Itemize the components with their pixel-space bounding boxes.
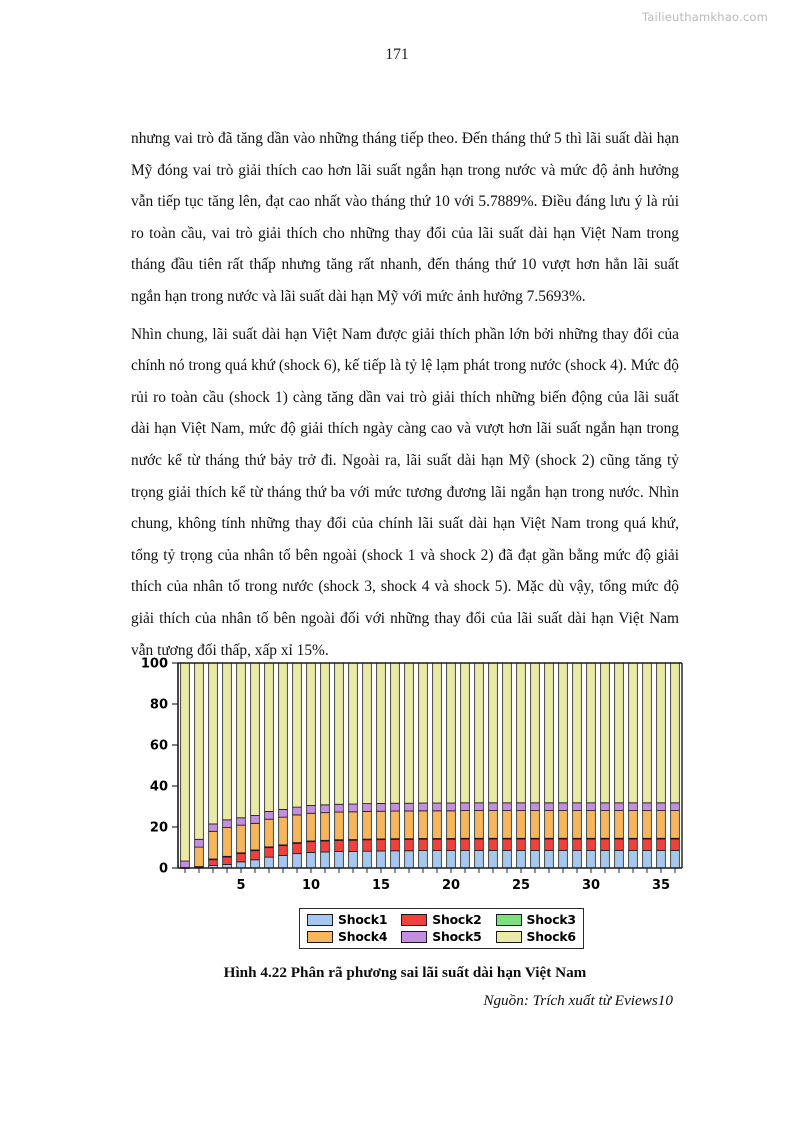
bar-segment-shock6: [433, 663, 442, 803]
bar-segment-shock6: [601, 663, 610, 803]
legend-swatch-icon: [496, 914, 522, 926]
bar-segment-shock1: [391, 851, 400, 868]
bar-group: [447, 663, 456, 868]
bar-group: [517, 663, 526, 868]
bar-segment-shock5: [489, 803, 498, 811]
bar-segment-shock2: [615, 839, 624, 851]
bar-segment-shock2: [461, 839, 470, 851]
bar-segment-shock5: [461, 803, 470, 811]
body-content: [131, 123, 679, 672]
bar-segment-shock1: [671, 850, 680, 868]
bar-segment-shock4: [307, 813, 316, 841]
bar-segment-shock1: [237, 862, 246, 868]
bar-group: [475, 663, 484, 868]
bar-segment-shock6: [237, 663, 246, 818]
bar-segment-shock6: [419, 663, 428, 803]
bar-segment-shock5: [265, 811, 274, 819]
bar-segment-shock6: [615, 663, 624, 803]
bar-segment-shock1: [601, 850, 610, 868]
bar-segment-shock6: [643, 663, 652, 803]
bar-segment-shock6: [545, 663, 554, 803]
bar-segment-shock1: [615, 850, 624, 868]
bar-group: [265, 663, 274, 868]
bar-segment-shock2: [545, 839, 554, 851]
legend-label: Shock4: [338, 929, 388, 944]
bar-segment-shock4: [629, 811, 638, 839]
bar-segment-shock4: [419, 811, 428, 839]
bar-segment-shock2: [629, 839, 638, 851]
bar-group: [629, 663, 638, 868]
bar-segment-shock4: [405, 811, 414, 839]
bar-group: [209, 663, 218, 868]
bar-segment-shock1: [279, 856, 288, 869]
bar-segment-shock5: [223, 820, 232, 828]
legend-label: Shock2: [432, 912, 482, 927]
bar-segment-shock2: [587, 839, 596, 851]
bar-segment-shock2: [293, 843, 302, 854]
y-tick-label: 80: [149, 697, 168, 713]
bar-segment-shock5: [335, 804, 344, 812]
bar-segment-shock4: [377, 811, 386, 839]
figure-caption: Hình 4.22 Phân rã phương sai lãi suất dài hạn Việt Nam: [223, 964, 587, 981]
bar-segment-shock2: [657, 839, 666, 851]
legend-label: Shock5: [432, 929, 482, 944]
bar-group: [671, 663, 680, 868]
legend-swatch-icon: [401, 914, 427, 926]
bar-segment-shock1: [503, 850, 512, 868]
bar-segment-shock5: [587, 803, 596, 811]
legend-swatch-icon: [307, 931, 333, 943]
bar-segment-shock4: [335, 812, 344, 840]
bar-segment-shock5: [601, 803, 610, 811]
bar-group: [657, 663, 666, 868]
legend-swatch-icon: [496, 931, 522, 943]
bar-segment-shock2: [307, 841, 316, 852]
bar-segment-shock1: [475, 850, 484, 868]
bar-segment-shock5: [195, 839, 204, 847]
bar-segment-shock6: [629, 663, 638, 803]
legend-item-shock1[interactable]: [307, 912, 387, 927]
y-tick-label: 40: [149, 779, 168, 795]
bar-segment-shock4: [433, 811, 442, 839]
bar-segment-shock4: [293, 815, 302, 843]
bar-segment-shock2: [265, 847, 274, 857]
bar-segment-shock2: [349, 840, 358, 851]
legend-swatch-icon: [401, 931, 427, 943]
bar-segment-shock5: [671, 803, 680, 811]
bar-segment-shock4: [265, 819, 274, 847]
bar-segment-shock5: [419, 803, 428, 811]
bar-segment-shock6: [503, 663, 512, 803]
bar-segment-shock6: [657, 663, 666, 803]
legend-item-shock5[interactable]: [401, 929, 481, 944]
bar-segment-shock4: [559, 811, 568, 839]
legend-label: Shock1: [338, 912, 388, 927]
variance-decomposition-chart: [130, 655, 710, 905]
bar-segment-shock4: [573, 811, 582, 839]
bar-segment-shock6: [475, 663, 484, 803]
bar-segment-shock4: [517, 811, 526, 839]
bar-segment-shock2: [391, 839, 400, 851]
bar-segment-shock6: [573, 663, 582, 803]
bar-segment-shock6: [517, 663, 526, 803]
bar-segment-shock6: [531, 663, 540, 803]
bar-group: [335, 663, 344, 868]
bar-segment-shock1: [307, 852, 316, 868]
bar-segment-shock4: [223, 828, 232, 857]
bar-segment-shock1: [349, 851, 358, 868]
bar-segment-shock5: [251, 816, 260, 824]
bar-segment-shock6: [251, 663, 260, 816]
bar-segment-shock6: [209, 663, 218, 824]
bar-segment-shock5: [629, 803, 638, 811]
bar-segment-shock2: [601, 839, 610, 851]
bar-segment-shock5: [363, 804, 372, 812]
bar-segment-shock2: [377, 839, 386, 851]
bar-segment-shock4: [587, 811, 596, 839]
legend-label: Shock6: [526, 929, 576, 944]
bar-segment-shock5: [377, 803, 386, 811]
y-tick-label: 20: [149, 820, 168, 836]
bar-segment-shock1: [573, 850, 582, 868]
bar-segment-shock1: [335, 852, 344, 868]
chart-canvas: [130, 655, 710, 905]
bar-segment-shock4: [615, 811, 624, 839]
legend-item-shock4[interactable]: [307, 929, 387, 944]
bar-segment-shock6: [265, 663, 274, 811]
bar-group: [195, 663, 204, 868]
bar-segment-shock5: [293, 807, 302, 815]
bar-segment-shock2: [517, 839, 526, 851]
bar-segment-shock1: [643, 850, 652, 868]
bar-segment-shock2: [405, 839, 414, 851]
bar-segment-shock1: [251, 860, 260, 868]
bar-group: [223, 663, 232, 868]
bar-segment-shock6: [587, 663, 596, 803]
bar-segment-shock2: [433, 839, 442, 851]
bar-segment-shock1: [419, 851, 428, 868]
bar-segment-shock6: [335, 663, 344, 804]
bar-segment-shock1: [559, 850, 568, 868]
bar-segment-shock6: [307, 663, 316, 805]
bar-segment-shock6: [363, 663, 372, 804]
bar-segment-shock2: [321, 841, 330, 852]
x-tick-label: 25: [511, 878, 531, 893]
bar-segment-shock6: [461, 663, 470, 803]
bar-segment-shock2: [475, 839, 484, 851]
bar-segment-shock4: [657, 811, 666, 839]
legend-item-shock2[interactable]: [401, 912, 481, 927]
bar-group: [279, 663, 288, 868]
bar-segment-shock5: [573, 803, 582, 811]
bar-segment-shock5: [405, 803, 414, 811]
bar-segment-shock6: [279, 663, 288, 809]
bar-group: [251, 663, 260, 868]
bar-segment-shock6: [195, 663, 204, 839]
bar-segment-shock4: [349, 812, 358, 840]
bar-group: [349, 663, 358, 868]
bar-segment-shock2: [503, 839, 512, 851]
bar-segment-shock5: [657, 803, 666, 811]
bar-group: [601, 663, 610, 868]
bar-segment-shock1: [517, 850, 526, 868]
bar-segment-shock6: [321, 663, 330, 805]
bar-group: [489, 663, 498, 868]
bar-segment-shock2: [279, 845, 288, 855]
bar-segment-shock2: [209, 859, 218, 865]
bar-segment-shock2: [531, 839, 540, 851]
bar-group: [377, 663, 386, 868]
legend-item-shock6[interactable]: [496, 929, 576, 944]
bar-segment-shock5: [237, 818, 246, 825]
bar-group: [433, 663, 442, 868]
bar-group: [587, 663, 596, 868]
bar-group: [545, 663, 554, 868]
legend-swatch-icon: [307, 914, 333, 926]
bar-segment-shock6: [391, 663, 400, 803]
bar-group: [363, 663, 372, 868]
bar-segment-shock2: [671, 839, 680, 851]
bar-segment-shock6: [489, 663, 498, 803]
bar-segment-shock5: [433, 803, 442, 811]
bar-segment-shock2: [419, 839, 428, 851]
legend-item-shock3[interactable]: [496, 912, 576, 927]
bar-segment-shock1: [657, 850, 666, 868]
bar-segment-shock4: [475, 811, 484, 839]
bar-segment-shock5: [447, 803, 456, 811]
figure-source: Nguồn: Trích xuất từ Eviews10: [483, 992, 673, 1009]
bar-segment-shock4: [391, 811, 400, 839]
bar-segment-shock2: [363, 840, 372, 852]
bar-group: [181, 663, 190, 868]
x-tick-label: 20: [441, 878, 461, 893]
bar-segment-shock1: [363, 851, 372, 868]
bar-segment-shock1: [545, 850, 554, 868]
bar-group: [559, 663, 568, 868]
bar-segment-shock2: [573, 839, 582, 851]
y-tick-label: 100: [140, 656, 168, 672]
bar-segment-shock1: [293, 854, 302, 868]
bar-group: [419, 663, 428, 868]
bar-segment-shock4: [237, 825, 246, 853]
bar-segment-shock5: [349, 804, 358, 812]
bar-segment-shock6: [671, 663, 680, 803]
y-tick-label: 60: [149, 738, 168, 754]
bar-segment-shock6: [181, 663, 190, 861]
bar-segment-shock4: [461, 811, 470, 839]
bar-segment-shock1: [629, 850, 638, 868]
bar-segment-shock5: [643, 803, 652, 811]
bar-group: [643, 663, 652, 868]
bar-segment-shock5: [531, 803, 540, 811]
bar-segment-shock4: [545, 811, 554, 839]
bar-group: [237, 663, 246, 868]
x-tick-label: 5: [236, 878, 246, 893]
bar-segment-shock4: [195, 847, 204, 866]
bar-segment-shock1: [587, 850, 596, 868]
bar-segment-shock5: [279, 809, 288, 817]
bar-group: [531, 663, 540, 868]
bar-segment-shock5: [545, 803, 554, 811]
bar-segment-shock5: [475, 803, 484, 811]
bar-segment-shock4: [279, 817, 288, 845]
bar-segment-shock4: [601, 811, 610, 839]
bar-segment-shock5: [391, 803, 400, 811]
bar-segment-shock5: [307, 805, 316, 813]
bar-segment-shock2: [489, 839, 498, 851]
figure-block: [131, 655, 679, 1010]
bar-group: [615, 663, 624, 868]
paragraph-1: nhưng vai trò đã tăng dần vào những tháng tiếp theo. Đến tháng thứ 5 thì lãi suất dài hạn Mỹ đóng vai trò giải thích cao hơn lãi suất ngắn hạn trong nước và mức độ ảnh hưởng vẫn tiếp tục tăng lên, đạt cao nhất vào tháng thứ 10 với 5.7889%. Điều đáng lưu ý là rủi ro toàn cầu, vai trò giải thích cho những thay đổi của lãi suất dài hạn Việt Nam trong tháng đầu tiên rất thấp nhưng tăng rất nhanh, đến tháng thứ 10 vượt hơn hẳn lãi suất ngắn hạn trong nước và lãi suất dài hạn Mỹ với mức ảnh hưởng 7.5693%.: [131, 130, 679, 305]
bar-group: [503, 663, 512, 868]
bar-segment-shock1: [405, 851, 414, 868]
bar-group: [321, 663, 330, 868]
bar-segment-shock4: [251, 823, 260, 850]
legend-label: Shock3: [526, 912, 576, 927]
x-tick-label: 15: [371, 878, 391, 893]
bar-segment-shock4: [447, 811, 456, 839]
bar-segment-shock2: [335, 840, 344, 851]
x-tick-label: 30: [581, 878, 601, 893]
bar-segment-shock6: [405, 663, 414, 803]
bar-segment-shock1: [265, 857, 274, 868]
bar-group: [573, 663, 582, 868]
bar-segment-shock4: [503, 811, 512, 839]
watermark-text: Tailieuthamkhao.com: [641, 10, 768, 24]
bar-segment-shock4: [489, 811, 498, 839]
bar-segment-shock4: [643, 811, 652, 839]
bar-segment-shock4: [531, 811, 540, 839]
bar-segment-shock1: [461, 850, 470, 868]
bar-segment-shock5: [517, 803, 526, 811]
bar-segment-shock2: [447, 839, 456, 851]
bar-segment-shock1: [377, 851, 386, 868]
bar-group: [293, 663, 302, 868]
bar-segment-shock5: [559, 803, 568, 811]
bar-segment-shock2: [251, 850, 260, 859]
y-tick-label: 0: [158, 861, 168, 877]
bar-segment-shock6: [349, 663, 358, 804]
bar-segment-shock2: [559, 839, 568, 851]
bar-segment-shock1: [531, 850, 540, 868]
bar-group: [391, 663, 400, 868]
bar-segment-shock2: [643, 839, 652, 851]
bar-segment-shock4: [671, 811, 680, 839]
bar-segment-shock6: [377, 663, 386, 803]
bar-segment-shock6: [447, 663, 456, 803]
page-number: 171: [385, 46, 409, 63]
bar-segment-shock1: [433, 851, 442, 868]
bar-group: [307, 663, 316, 868]
bar-segment-shock4: [321, 813, 330, 841]
bar-segment-shock1: [447, 851, 456, 868]
bar-segment-shock4: [209, 831, 218, 859]
bar-segment-shock5: [209, 824, 218, 831]
bar-segment-shock2: [237, 853, 246, 862]
bar-segment-shock1: [321, 852, 330, 868]
paragraph-2: Nhìn chung, lãi suất dài hạn Việt Nam được giải thích phần lớn bởi những thay đổi của chính nó trong quá khứ (shock 6), kế tiếp là tỷ lệ lạm phát trong nước (shock 4). Mức độ rủi ro toàn cầu (shock 1) càng tăng dần vai trò giải thích những biến động của lãi suất dài hạn Việt Nam, mức độ giải thích ngày càng cao và vượt hơn lãi suất ngắn hạn trong nước kể từ tháng thứ bảy trở đi. Ngoài ra, lãi suất dài hạn Mỹ (shock 2) cũng tăng tỷ trọng giải thích kể từ tháng thứ ba với mức tương đương lãi ngắn hạn trong nước. Nhìn chung, không tính những thay đổi của chính lãi suất dài hạn Việt Nam trong quá khứ, tổng tỷ trọng của nhân tố bên ngoài (shock 1 và shock 2) đã đạt gần bằng mức độ giải thích của nhân tố trong nước (shock 3, shock 4 và shock 5). Mặc dù vậy, tổng mức độ giải thích của nhân tố bên ngoài đối với những thay đổi của lãi suất dài hạn Việt Nam vẫn tương đối thấp, xấp xỉ 15%.: [131, 325, 679, 659]
bar-group: [405, 663, 414, 868]
bar-group: [461, 663, 470, 868]
bar-segment-shock6: [293, 663, 302, 807]
x-tick-label: 35: [651, 878, 671, 893]
legend-box: [299, 908, 584, 949]
bar-segment-shock5: [615, 803, 624, 811]
bar-segment-shock6: [559, 663, 568, 803]
bar-segment-shock1: [489, 850, 498, 868]
bar-segment-shock5: [321, 805, 330, 813]
bar-segment-shock5: [181, 861, 190, 868]
bar-segment-shock4: [363, 811, 372, 839]
x-tick-label: 10: [301, 878, 321, 893]
bar-segment-shock2: [223, 857, 232, 865]
bar-segment-shock5: [503, 803, 512, 811]
bar-segment-shock6: [223, 663, 232, 820]
chart-legend: [131, 908, 679, 952]
